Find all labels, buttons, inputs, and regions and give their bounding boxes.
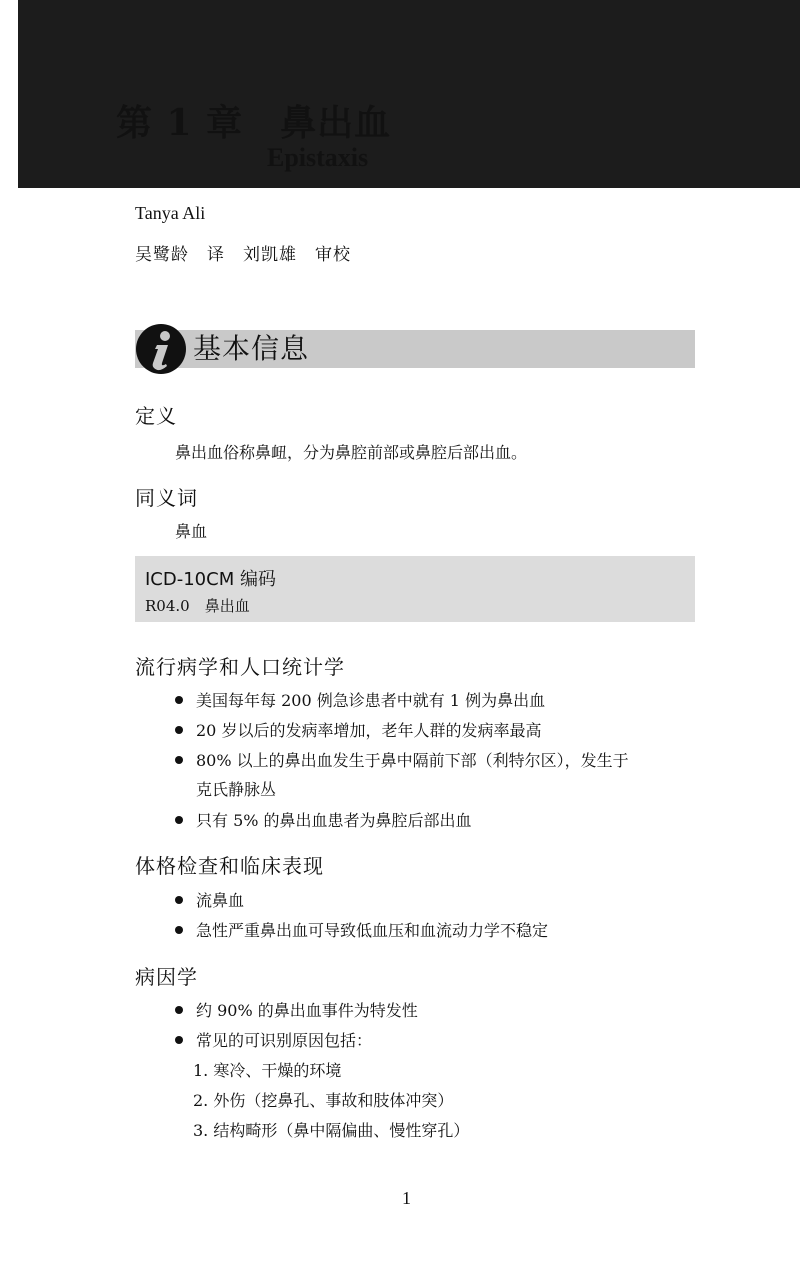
synonyms-text: 鼻血 — [175, 522, 208, 541]
icd-code: R04.0 鼻出血 — [145, 597, 250, 615]
list-item: 约 90% 的鼻出血事件为特发性 — [196, 1001, 418, 1020]
list-item: 20 岁以后的发病率增加，老年人群的发病率最高 — [196, 721, 542, 740]
chapter-subtitle: Epistaxis — [267, 143, 369, 172]
list-item-continuation: 克氏静脉丛 — [196, 780, 277, 799]
info-i-icon — [135, 323, 187, 375]
synonyms-heading: 同义词 — [135, 486, 198, 510]
list-item: 80% 以上的鼻出血发生于鼻中隔前下部（利特尔区），发生于 — [196, 751, 629, 770]
physical-exam-heading: 体格检查和临床表现 — [135, 854, 324, 878]
numbered-item: 1. 寒冷、干燥的环境 — [193, 1061, 342, 1080]
bullet-dot — [175, 726, 183, 734]
list-item: 急性严重鼻出血可导致低血压和血流动力学不稳定 — [196, 921, 549, 940]
bullet-dot — [175, 1036, 183, 1044]
definition-text: 鼻出血俗称鼻衄，分为鼻腔前部或鼻腔后部出血。 — [175, 443, 528, 462]
bullet-dot — [175, 896, 183, 904]
bullet-dot — [175, 816, 183, 824]
list-item: 只有 5% 的鼻出血患者为鼻腔后部出血 — [196, 811, 472, 830]
numbered-item: 2. 外伤（挖鼻孔、事故和肢体冲突） — [193, 1091, 454, 1110]
bullet-dot — [175, 756, 183, 764]
numbered-item: 3. 结构畸形（鼻中隔偏曲、慢性穿孔） — [193, 1121, 470, 1140]
chapter-title: 第 1 章 鼻出血 — [116, 102, 392, 144]
bullet-dot — [175, 1006, 183, 1014]
etiology-heading: 病因学 — [135, 965, 198, 989]
translator-line: 吴鹭龄 译 刘凯雄 审校 — [135, 245, 351, 265]
chapter-header-bar — [18, 0, 800, 188]
info-section-title: 基本信息 — [193, 332, 310, 365]
list-item: 常见的可识别原因包括： — [196, 1031, 373, 1050]
bullet-dot — [175, 926, 183, 934]
page-number: 1 — [402, 1188, 411, 1208]
list-item: 美国每年每 200 例急诊患者中就有 1 例为鼻出血 — [196, 691, 546, 710]
definition-heading: 定义 — [135, 404, 177, 428]
list-item: 流鼻血 — [196, 891, 245, 910]
epidemiology-heading: 流行病学和人口统计学 — [135, 655, 345, 679]
author-name: Tanya Ali — [135, 203, 206, 223]
bullet-dot — [175, 696, 183, 704]
icd-title: ICD-10CM 编码 — [145, 569, 276, 590]
